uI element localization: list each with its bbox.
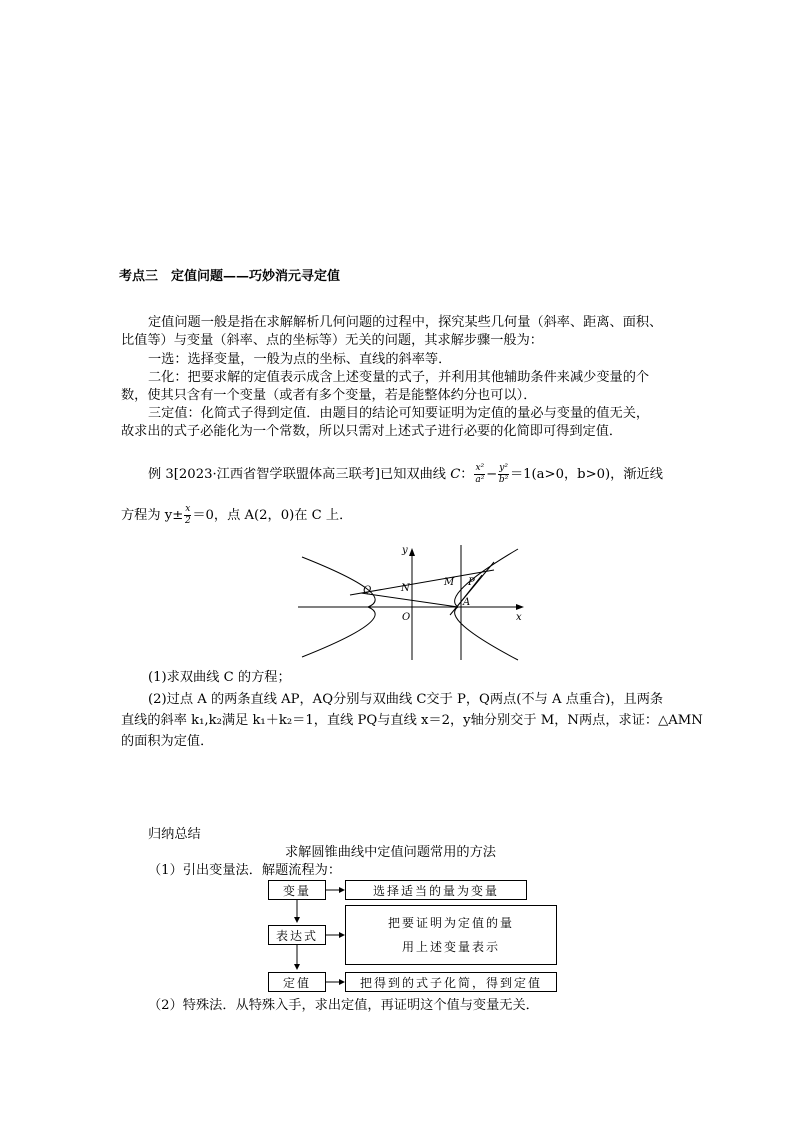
- fraction-x2-a2: [474, 464, 485, 485]
- y-axis-arrow: [409, 548, 415, 556]
- method-1: （1）引出变量法．解题流程为：: [148, 863, 342, 878]
- example-curve-name: C: [450, 467, 461, 482]
- flow-step-expression-desc-line1: 把要证明为定值的量: [387, 916, 514, 930]
- fraction-numerator: x²: [475, 463, 485, 473]
- example-colon: ：: [460, 467, 474, 482]
- summary-subtitle: 求解圆锥曲线中定值问题常用的方法: [285, 845, 496, 860]
- arrow-variable-right-head: [339, 887, 345, 893]
- example-prefix: 例 3[2023·江西省智学联盟体高三联考]已知双曲线: [148, 467, 451, 482]
- section-title: 考点三 定值问题——巧妙消元寻定值: [119, 269, 341, 284]
- intro-line-2: 比值等）与变量（斜率、点的坐标等）无关的问题，其求解步骤一般为：: [121, 333, 543, 348]
- arrow-constant-right-head: [339, 979, 345, 985]
- hyperbola-figure: [290, 540, 540, 665]
- example-line-1: [148, 464, 663, 485]
- example-line2-tail: ＝0，点 A(2，0)在 C 上．: [192, 508, 353, 523]
- label-p: P: [468, 577, 475, 588]
- flow-step-constant-desc: 把得到的式子化简，得到定值: [345, 972, 557, 992]
- example-minus: −: [486, 467, 498, 482]
- label-y: y: [402, 545, 408, 556]
- flow-step-expression-desc: [345, 905, 557, 965]
- question-2-line-1: (2)过点 A 的两条直线 AP，AQ分别与双曲线 C交于 P，Q两点(不与 A 点重合)，且两条: [148, 692, 664, 707]
- fraction-denominator: 2: [184, 516, 191, 526]
- flow-step-expression: 表达式: [268, 925, 326, 945]
- intro-line-3: 一选：选择变量，一般为点的坐标、直线的斜率等．: [148, 352, 452, 367]
- flow-step-variable: 变量: [268, 880, 326, 900]
- flow-step-expression-desc-line2: 用上述变量表示: [401, 940, 500, 954]
- question-1: (1)求双曲线 C 的方程；: [148, 670, 291, 685]
- example-line2-prefix: 方程为 y±: [121, 508, 184, 523]
- fraction-y2-b2: [498, 464, 509, 485]
- fraction-numerator: x: [185, 504, 191, 514]
- intro-line-7: 故求出的式子必能化为一个常数，所以只需对上述式子进行必要的化简即可得到定值．: [121, 424, 623, 439]
- question-2-line-3: 的面积为定值．: [121, 734, 214, 749]
- label-x: x: [516, 612, 522, 623]
- fraction-denominator: a²: [475, 475, 485, 485]
- method-2: （2）特殊法．从特殊入手，求出定值，再证明这个值与变量无关．: [148, 998, 539, 1013]
- label-q: Q: [363, 585, 372, 596]
- arrow-down-2-head: [294, 964, 300, 970]
- intro-line-1: 定值问题一般是指在求解解析几何问题的过程中，探究某些几何量（斜率、距离、面积、: [148, 315, 663, 330]
- flowchart-arrows: [260, 875, 360, 1000]
- arrow-expression-right-head: [339, 932, 345, 938]
- summary-heading: 归纳总结: [148, 827, 201, 842]
- fraction-numerator: y²: [499, 463, 508, 473]
- intro-line-5: 数，使其只含有一个变量（或者有多个变量，若是能整体约分也可以）．: [121, 388, 537, 403]
- arrow-down-1-head: [294, 917, 300, 923]
- flow-step-variable-desc: 选择适当的量为变量: [345, 880, 527, 900]
- x-axis-arrow: [516, 604, 524, 610]
- intro-line-4: 二化：把要求解的定值表示成含上述变量的式子，并利用其他辅助条件来减少变量的个: [148, 370, 650, 385]
- flow-step-constant: 定值: [268, 972, 326, 992]
- label-n: N: [401, 583, 410, 594]
- example-equation-tail: ＝1(a>0，b>0)，渐近线: [509, 467, 663, 482]
- example-line-2: [121, 505, 352, 526]
- label-m: M: [444, 577, 455, 588]
- fraction-denominator: b²: [498, 475, 509, 485]
- label-a: A: [463, 597, 471, 608]
- label-origin: O: [402, 612, 411, 623]
- question-2-line-2: 直线的斜率 k₁,k₂满足 k₁＋k₂＝1，直线 PQ与直线 x＝2，y轴分别交于 M，N两点，求证：△AMN: [121, 713, 703, 728]
- fraction-x-2: [184, 505, 191, 526]
- intro-line-6: 三定值：化简式子得到定值．由题目的结论可知要证明为定值的量必与变量的值无关，: [148, 406, 650, 421]
